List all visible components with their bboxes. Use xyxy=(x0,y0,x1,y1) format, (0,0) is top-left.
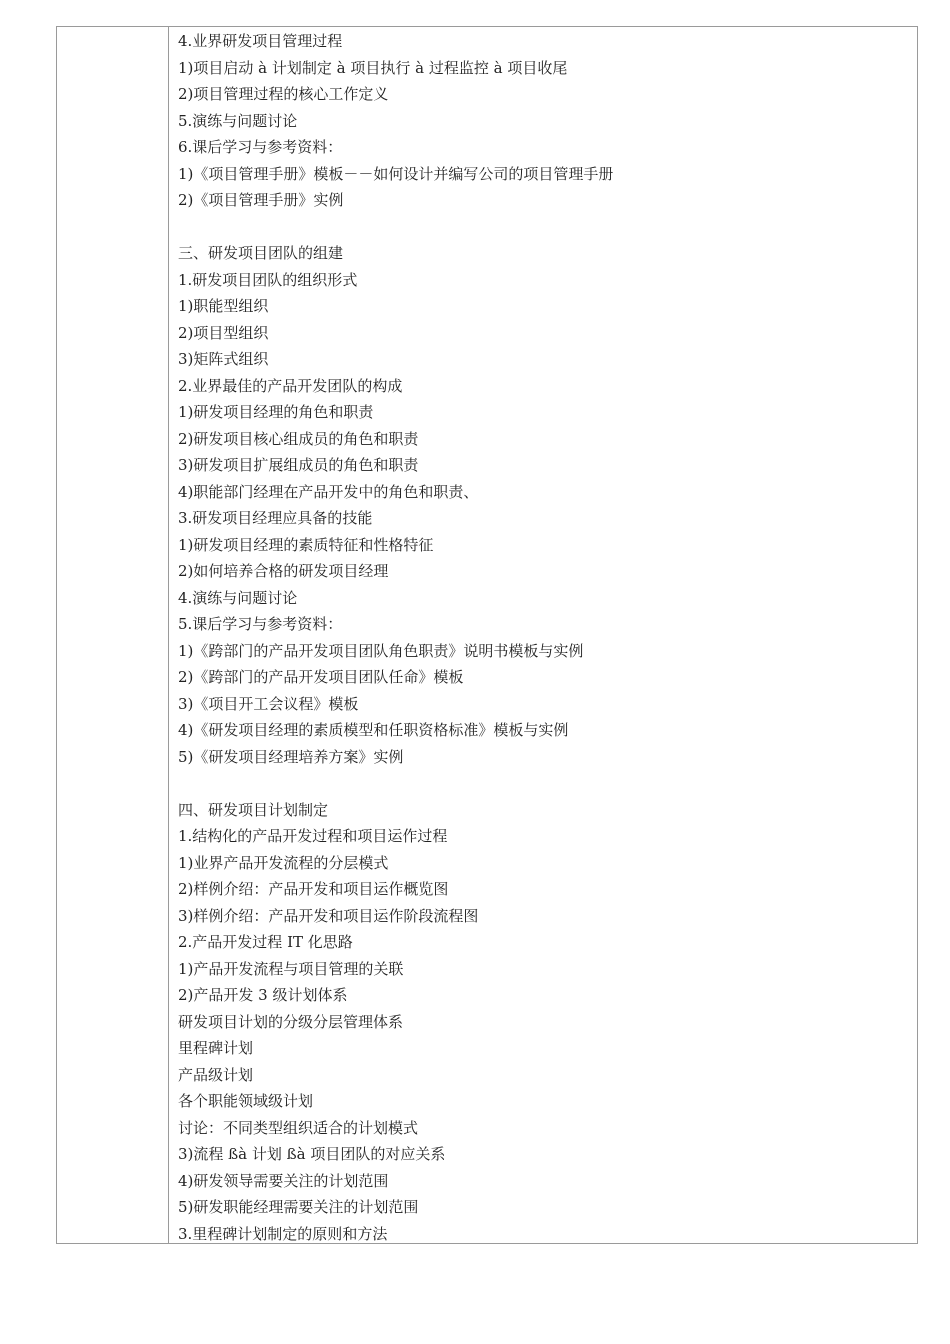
outline-line: 5)《研发项目经理培养方案》实例 xyxy=(178,747,404,766)
outline-line: 1)产品开发流程与项目管理的关联 xyxy=(178,959,404,978)
outline-line: 3)样例介绍：产品开发和项目运作阶段流程图 xyxy=(178,906,479,925)
outline-line: 产品级计划 xyxy=(178,1065,254,1084)
outline-line: 5)研发职能经理需要关注的计划范围 xyxy=(178,1198,419,1216)
outline-line: 里程碑计划 xyxy=(178,1039,254,1057)
outline-line: 1.研发项目团队的组织形式 xyxy=(178,270,358,289)
left-label-column xyxy=(57,27,169,1243)
outline-line: 1)研发项目经理的角色和职责 xyxy=(178,403,374,421)
outline-line: 四、研发项目计划制定 xyxy=(178,800,329,819)
blank-line xyxy=(178,770,909,797)
outline-line: 1)业界产品开发流程的分层模式 xyxy=(178,853,389,872)
outline-line: 3.里程碑计划制定的原则和方法 xyxy=(178,1224,388,1243)
outline-line: 1)《跨部门的产品开发项目团队角色职责》说明书模板与实例 xyxy=(178,641,584,660)
outline-line: 1)研发项目经理的素质特征和性格特征 xyxy=(178,535,434,554)
outline-line: 3)研发项目扩展组成员的角色和职责 xyxy=(178,456,419,474)
outline-line: 2)样例介绍：产品开发和项目运作概览图 xyxy=(178,880,449,898)
outline-line: 各个职能领域级计划 xyxy=(178,1092,314,1110)
outline-line: 研发项目计划的分级分层管理体系 xyxy=(178,1012,404,1031)
outline-line: 2.产品开发过程 IT 化思路 xyxy=(178,933,353,951)
outline-line: 2)如何培养合格的研发项目经理 xyxy=(178,562,389,580)
outline-line: 4)《研发项目经理的素质模型和任职资格标准》模板与实例 xyxy=(178,721,569,739)
outline-line: 2)产品开发 3 级计划体系 xyxy=(178,986,348,1004)
outline-line: 2)《跨部门的产品开发项目团队任命》模板 xyxy=(178,668,464,686)
outline-line: 1)项目启动 à 计划制定 à 项目执行 à 过程监控 à 项目收尾 xyxy=(178,58,568,77)
outline-line: 1)职能型组织 xyxy=(178,297,269,315)
blank-line xyxy=(178,214,909,241)
outline-line: 1)《项目管理手册》模板－－如何设计并编写公司的项目管理手册 xyxy=(178,164,614,183)
outline-line: 2)项目管理过程的核心工作定义 xyxy=(178,85,389,103)
outline-line: 三、研发项目团队的组建 xyxy=(178,244,344,262)
outline-line: 2.业界最佳的产品开发团队的构成 xyxy=(178,376,403,395)
outline-line: 4)研发领导需要关注的计划范围 xyxy=(178,1171,389,1190)
outline-line: 2)项目型组织 xyxy=(178,323,269,342)
outline-line: 1.结构化的产品开发过程和项目运作过程 xyxy=(178,827,448,845)
outline-line: 2)研发项目核心组成员的角色和职责 xyxy=(178,429,419,448)
outline-line: 4.业界研发项目管理过程 xyxy=(178,32,343,50)
outline-line: 5.课后学习与参考资料： xyxy=(178,615,343,633)
outline-line: 3)《项目开工会议程》模板 xyxy=(178,694,359,713)
outline-line: 3)矩阵式组织 xyxy=(178,350,269,368)
outline-table xyxy=(56,26,918,1244)
outline-line: 2)《项目管理手册》实例 xyxy=(178,191,344,209)
outline-line: 6.课后学习与参考资料： xyxy=(178,138,343,156)
outline-line: 3.研发项目经理应具备的技能 xyxy=(178,509,373,527)
outline-line: 讨论：不同类型组织适合的计划模式 xyxy=(178,1118,419,1137)
outline-line: 4)职能部门经理在产品开发中的角色和职责、 xyxy=(178,482,479,501)
outline-line: 5.演练与问题讨论 xyxy=(178,111,298,130)
outline-line: 4.演练与问题讨论 xyxy=(178,588,298,607)
outline-content xyxy=(178,28,909,1247)
outline-line: 3)流程 ßà 计划 ßà 项目团队的对应关系 xyxy=(178,1145,446,1163)
